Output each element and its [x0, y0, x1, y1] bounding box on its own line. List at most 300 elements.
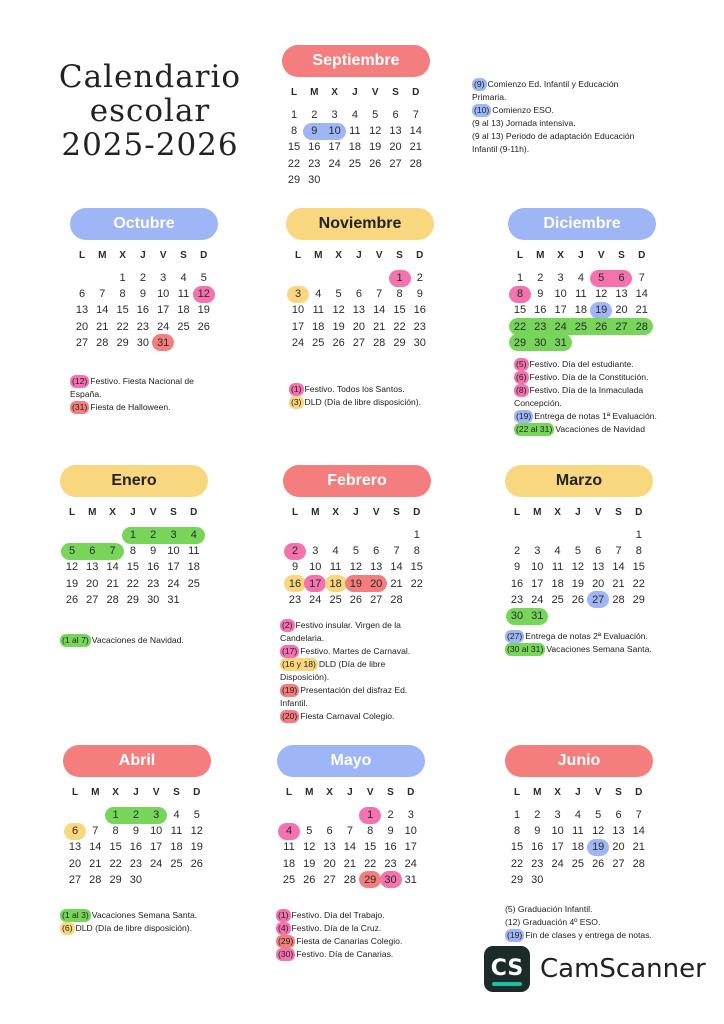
- note-date-tag: (1): [291, 384, 302, 394]
- day-cell: 19: [303, 857, 316, 870]
- day-cell: 7: [109, 545, 116, 558]
- note-item: [514, 410, 664, 423]
- note-item: [514, 371, 664, 384]
- day-cell: 23: [288, 593, 302, 606]
- day-cell: 30: [534, 336, 547, 349]
- day-cell: 28: [373, 336, 386, 349]
- day-cell: 12: [303, 841, 316, 854]
- day-cell: 9: [132, 825, 139, 838]
- weekday-label: S: [615, 787, 622, 798]
- note-text: Fiesta Carnaval Colegio.: [300, 711, 395, 721]
- note-date-tag: (6): [62, 923, 73, 933]
- weekday-label: J: [356, 250, 362, 261]
- note-item: [70, 401, 210, 414]
- day-cell: 13: [352, 304, 366, 317]
- day-cell: 24: [157, 320, 170, 333]
- weekday-label: S: [170, 507, 177, 518]
- day-cell: 1: [635, 529, 642, 541]
- weekday-label: V: [597, 250, 605, 261]
- day-cell: 26: [190, 857, 203, 870]
- note-item: [276, 909, 416, 922]
- month-0: [282, 45, 432, 215]
- day-cell: 18: [551, 577, 564, 590]
- day-cell: 14: [409, 125, 422, 138]
- day-cell: 12: [197, 288, 210, 301]
- day-cell: 22: [116, 320, 129, 333]
- day-cell: 8: [513, 825, 521, 838]
- day-cell: 7: [376, 288, 383, 301]
- weekday-label: S: [618, 250, 625, 261]
- day-cell: 27: [370, 593, 383, 606]
- day-cell: 26: [349, 593, 363, 606]
- day-cell: 17: [328, 141, 341, 154]
- day-cell: 5: [306, 825, 313, 838]
- note-date-tag: (30): [278, 949, 294, 959]
- weekday-label: J: [575, 507, 581, 518]
- weekday-label: J: [575, 787, 581, 798]
- weekday-label: L: [290, 87, 298, 98]
- note-date-tag: (12): [72, 376, 88, 386]
- day-cell: 23: [384, 857, 397, 870]
- note-item: [505, 916, 665, 929]
- day-cell: 16: [531, 841, 544, 854]
- day-cell: 1: [129, 529, 136, 541]
- weekday-label: D: [193, 787, 201, 798]
- note-text: Fin de clases y entrega de notas.: [525, 930, 652, 940]
- month-notes: [505, 903, 665, 942]
- day-cell: 16: [384, 841, 397, 854]
- note-item: [505, 643, 660, 656]
- month-3: [508, 208, 658, 378]
- day-cell: 26: [571, 593, 585, 606]
- day-cell: 12: [332, 304, 345, 317]
- month-8: [277, 745, 427, 915]
- day-cell: 2: [416, 272, 423, 284]
- day-cell: 1: [516, 272, 524, 284]
- month-header: Septiembre: [282, 45, 430, 77]
- day-cell: 9: [534, 825, 541, 838]
- day-cell: 28: [409, 157, 422, 170]
- day-cell: 16: [288, 577, 302, 590]
- note-item: [472, 117, 642, 130]
- day-cell: 10: [551, 825, 564, 838]
- day-cell: 26: [369, 157, 382, 170]
- day-cell: 18: [571, 841, 585, 854]
- note-item: [514, 423, 664, 436]
- day-cell: 20: [370, 577, 383, 590]
- day-cell: 22: [513, 320, 527, 333]
- day-cell: 22: [364, 857, 377, 870]
- day-cell: 12: [65, 561, 79, 574]
- brand-name: CamScanner: [540, 954, 706, 984]
- day-cell: 23: [147, 577, 160, 590]
- day-cell: 21: [635, 304, 648, 317]
- day-cell: 5: [68, 545, 76, 558]
- logo-text: CS: [490, 956, 524, 981]
- note-date-tag: (2): [282, 620, 293, 630]
- day-cell: 14: [106, 561, 119, 574]
- month-6: [505, 465, 655, 635]
- day-cell: 9: [513, 561, 521, 574]
- day-cell: 8: [516, 288, 524, 301]
- month-notes: [276, 909, 416, 961]
- weekday-label: D: [635, 787, 643, 798]
- note-text: Festivo. Día de la Constitución.: [529, 372, 649, 382]
- note-text: Festivo. Martes de Carnaval.: [300, 646, 411, 656]
- note-item: [276, 922, 416, 935]
- day-cell: 30: [413, 336, 426, 349]
- day-cell: 8: [129, 545, 136, 558]
- day-cell: 11: [329, 561, 342, 574]
- day-cell: 4: [285, 825, 293, 838]
- note-text: (12) Graduación 4º ESO.: [505, 917, 601, 927]
- day-cell: 1: [367, 809, 374, 821]
- day-cell: 1: [513, 809, 521, 821]
- day-cell: 6: [615, 809, 622, 821]
- month-header: Enero: [60, 465, 208, 497]
- weekday-label: J: [578, 250, 584, 261]
- day-cell: 16: [534, 304, 547, 317]
- note-date-tag: (19): [507, 930, 523, 940]
- weekday-label: M: [305, 787, 314, 798]
- day-cell: 24: [404, 857, 417, 870]
- day-cell: 12: [369, 125, 382, 138]
- day-cell: 29: [513, 336, 527, 349]
- day-cell: 1: [290, 109, 298, 121]
- note-text: Comienzo Ed. Infantil y Educación Primaria.: [472, 79, 619, 102]
- note-text: Vacaciones de Navidad: [555, 424, 645, 434]
- day-cell: 27: [68, 873, 82, 886]
- note-item: [280, 619, 430, 645]
- day-cell: 6: [392, 109, 399, 121]
- weekday-label: X: [557, 250, 564, 261]
- month-notes: [505, 630, 660, 656]
- day-cell: 11: [312, 304, 324, 317]
- day-cell: 9: [291, 561, 299, 574]
- day-cell: 13: [370, 561, 383, 574]
- day-cell: 5: [595, 809, 602, 821]
- note-date-tag: (19): [282, 685, 298, 695]
- day-cell: 15: [116, 304, 129, 317]
- day-cell: 25: [187, 577, 200, 590]
- day-cell: 3: [557, 272, 564, 284]
- month-header: Diciembre: [508, 208, 656, 240]
- day-cell: 21: [89, 857, 102, 870]
- day-cell: 20: [352, 320, 366, 333]
- note-text: Festivo. Día del estudiante.: [529, 359, 634, 369]
- note-item: [289, 396, 459, 409]
- weekday-label: L: [516, 250, 524, 261]
- day-cell: 8: [396, 288, 403, 301]
- weekday-label: J: [347, 787, 353, 798]
- day-cell: 11: [572, 825, 584, 838]
- note-text: DLD (Día de libre Disposición).: [280, 659, 386, 682]
- day-cell: 17: [551, 841, 564, 854]
- weekday-label: J: [133, 787, 139, 798]
- note-item: [70, 375, 210, 401]
- day-cell: 27: [323, 873, 336, 886]
- weekday-label: D: [638, 250, 646, 261]
- note-date-tag: (5): [516, 359, 527, 369]
- day-cell: 7: [638, 272, 645, 284]
- day-cell: 16: [308, 141, 321, 154]
- day-cell: 27: [352, 336, 366, 349]
- weekday-label: L: [513, 507, 521, 518]
- weekday-label: M: [533, 787, 542, 798]
- weekday-label: X: [119, 250, 126, 261]
- day-cell: 5: [335, 288, 342, 301]
- month-header: Mayo: [277, 745, 425, 777]
- note-date-tag: (1): [278, 910, 289, 920]
- day-cell: 10: [328, 125, 341, 138]
- note-item: [289, 383, 459, 396]
- month-5: [283, 465, 433, 635]
- note-text: Comienzo ESO.: [492, 105, 554, 115]
- day-cell: 17: [531, 577, 544, 590]
- day-cell: 14: [635, 288, 648, 301]
- note-item: [60, 634, 200, 647]
- day-cell: 2: [311, 109, 318, 121]
- weekday-label: V: [375, 250, 383, 261]
- day-cell: 7: [99, 288, 106, 301]
- day-cell: 5: [193, 809, 200, 821]
- month-1: [70, 208, 220, 378]
- day-cell: 16: [413, 304, 426, 317]
- day-cell: 17: [309, 577, 322, 590]
- note-item: [276, 935, 416, 948]
- day-cell: 14: [612, 561, 625, 574]
- day-cell: 20: [86, 577, 99, 590]
- day-cell: 5: [200, 272, 207, 284]
- day-cell: 19: [369, 141, 382, 154]
- day-cell: 2: [132, 809, 139, 821]
- day-cell: 24: [309, 593, 322, 606]
- day-cell: 6: [355, 288, 362, 301]
- day-cell: 24: [328, 157, 341, 170]
- day-cell: 3: [331, 109, 338, 121]
- day-cell: 10: [150, 825, 163, 838]
- note-date-tag: (3): [291, 397, 302, 407]
- weekday-label: S: [392, 87, 399, 98]
- day-cell: 7: [412, 109, 419, 121]
- day-cell: 18: [170, 841, 183, 854]
- note-date-tag: (9): [474, 79, 485, 89]
- day-cell: 11: [177, 288, 190, 301]
- note-text: DLD (Día de libre disposición).: [304, 397, 422, 407]
- day-cell: 1: [413, 529, 420, 541]
- day-cell: 21: [612, 577, 625, 590]
- day-cell: 4: [315, 288, 322, 301]
- day-cell: 9: [537, 288, 544, 301]
- day-cell: 4: [173, 809, 180, 821]
- day-cell: 27: [612, 857, 625, 870]
- day-cell: 23: [510, 593, 524, 606]
- day-cell: 31: [554, 336, 567, 349]
- weekday-label: L: [294, 250, 302, 261]
- day-cell: 15: [510, 841, 524, 854]
- day-cell: 12: [595, 288, 608, 301]
- title-line-2: escolar: [89, 93, 211, 129]
- day-cell: 19: [595, 304, 608, 317]
- note-text: Vacaciones de Navidad.: [91, 635, 184, 645]
- day-cell: 5: [352, 545, 359, 558]
- day-cell: 25: [571, 857, 585, 870]
- month-2: [286, 208, 436, 378]
- day-cell: 9: [139, 288, 146, 301]
- day-cell: 13: [323, 841, 336, 854]
- day-cell: 17: [167, 561, 180, 574]
- day-cell: 28: [390, 593, 403, 606]
- weekday-label: X: [554, 507, 561, 518]
- day-cell: 19: [197, 304, 210, 317]
- day-cell: 24: [167, 577, 180, 590]
- day-cell: 29: [109, 873, 122, 886]
- day-cell: 5: [372, 109, 379, 121]
- day-cell: 3: [153, 809, 160, 821]
- day-cell: 20: [612, 841, 625, 854]
- day-cell: 7: [615, 545, 622, 558]
- day-cell: 17: [404, 841, 417, 854]
- day-cell: 12: [571, 561, 585, 574]
- day-cell: 27: [75, 336, 89, 349]
- day-cell: 14: [390, 561, 403, 574]
- note-date-tag: (31): [72, 402, 88, 412]
- day-cell: 1: [119, 272, 126, 284]
- month-header: Abril: [63, 745, 211, 777]
- weekday-label: J: [130, 507, 136, 518]
- day-cell: 19: [592, 841, 605, 854]
- day-cell: 29: [632, 593, 645, 606]
- day-cell: 13: [75, 304, 89, 317]
- note-item: [514, 384, 664, 410]
- note-date-tag: (1 al 7): [62, 635, 89, 645]
- note-item: [280, 645, 430, 658]
- day-cell: 10: [291, 304, 305, 317]
- day-cell: 18: [329, 577, 342, 590]
- day-cell: 25: [574, 320, 588, 333]
- day-cell: 24: [531, 593, 544, 606]
- day-cell: 11: [575, 288, 587, 301]
- day-cell: 23: [531, 857, 544, 870]
- day-cell: 26: [595, 320, 608, 333]
- day-cell: 24: [551, 857, 564, 870]
- day-cell: 22: [109, 857, 122, 870]
- day-cell: 21: [96, 320, 109, 333]
- day-cell: 4: [577, 272, 584, 284]
- day-cell: 3: [294, 288, 302, 301]
- day-cell: 10: [167, 545, 180, 558]
- day-cell: 3: [160, 272, 167, 284]
- camscanner-logo-icon: [484, 946, 530, 992]
- month-notes: [60, 909, 210, 935]
- weekday-label: V: [152, 787, 160, 798]
- day-cell: 14: [632, 825, 645, 838]
- day-cell: 5: [598, 272, 605, 284]
- weekday-label: L: [68, 507, 76, 518]
- note-text: Festivo. Día de Canarias.: [296, 949, 394, 959]
- day-cell: 21: [632, 841, 645, 854]
- page-title: [40, 60, 260, 162]
- weekday-label: X: [112, 787, 119, 798]
- day-cell: 28: [106, 593, 119, 606]
- day-cell: 28: [632, 857, 645, 870]
- note-text: Entrega de notas 1ª Evaluación.: [534, 411, 657, 421]
- day-cell: 31: [167, 593, 180, 606]
- day-cell: 13: [612, 825, 625, 838]
- day-cell: 11: [349, 125, 361, 138]
- day-cell: 6: [618, 272, 625, 284]
- day-cell: 8: [635, 545, 642, 558]
- day-cell: 20: [68, 857, 82, 870]
- weekday-label: J: [353, 507, 359, 518]
- day-cell: 2: [291, 545, 299, 558]
- day-cell: 20: [75, 320, 89, 333]
- note-date-tag: (4): [278, 923, 289, 933]
- weekday-label: D: [416, 250, 424, 261]
- day-cell: 19: [349, 577, 363, 590]
- note-item: [280, 710, 430, 723]
- weekday-label: M: [88, 507, 97, 518]
- day-cell: 6: [89, 545, 96, 558]
- note-date-tag: (30 al 31): [507, 644, 544, 654]
- day-cell: 18: [177, 304, 190, 317]
- day-cell: 25: [348, 157, 362, 170]
- note-date-tag: (6): [516, 372, 527, 382]
- day-cell: 24: [554, 320, 567, 333]
- day-cell: 11: [188, 545, 200, 558]
- day-cell: 4: [190, 529, 197, 541]
- day-cell: 24: [291, 336, 305, 349]
- day-cell: 3: [170, 529, 177, 541]
- day-cell: 2: [513, 545, 521, 558]
- day-cell: 6: [71, 825, 79, 838]
- day-cell: 20: [389, 141, 402, 154]
- day-cell: 22: [393, 320, 406, 333]
- day-cell: 28: [89, 873, 102, 886]
- month-header: Junio: [505, 745, 653, 777]
- note-item: [505, 929, 665, 942]
- day-cell: 8: [413, 545, 420, 558]
- note-date-tag: (16 y 18): [282, 659, 316, 669]
- note-item: [472, 78, 642, 104]
- day-cell: 6: [373, 545, 380, 558]
- weekday-label: J: [140, 250, 146, 261]
- note-text: (9 al 13) Jornada intensiva.: [472, 118, 576, 128]
- note-text: Entrega de notas 2ª Evaluación.: [525, 631, 648, 641]
- day-cell: 10: [554, 288, 567, 301]
- day-cell: 23: [534, 320, 547, 333]
- day-cell: 30: [136, 336, 150, 349]
- note-text: Festivo. Fiesta Nacional de España.: [70, 376, 194, 399]
- day-cell: 27: [389, 157, 402, 170]
- day-cell: 27: [615, 320, 628, 333]
- weekday-label: X: [331, 87, 338, 98]
- note-item: [280, 684, 430, 710]
- note-text: (9 al 13) Periodo de adaptación Educación Infantil (9-11h).: [472, 131, 635, 154]
- weekday-label: V: [372, 507, 380, 518]
- weekday-label: V: [594, 507, 602, 518]
- day-cell: 25: [551, 593, 564, 606]
- day-cell: 2: [150, 529, 157, 541]
- weekday-label: D: [635, 507, 643, 518]
- day-cell: 4: [332, 545, 339, 558]
- note-date-tag: (10): [474, 105, 490, 115]
- day-cell: 20: [323, 857, 336, 870]
- day-cell: 5: [574, 545, 581, 558]
- title-line-1: Calendario: [58, 59, 242, 95]
- day-cell: 13: [592, 561, 605, 574]
- day-cell: 18: [282, 857, 296, 870]
